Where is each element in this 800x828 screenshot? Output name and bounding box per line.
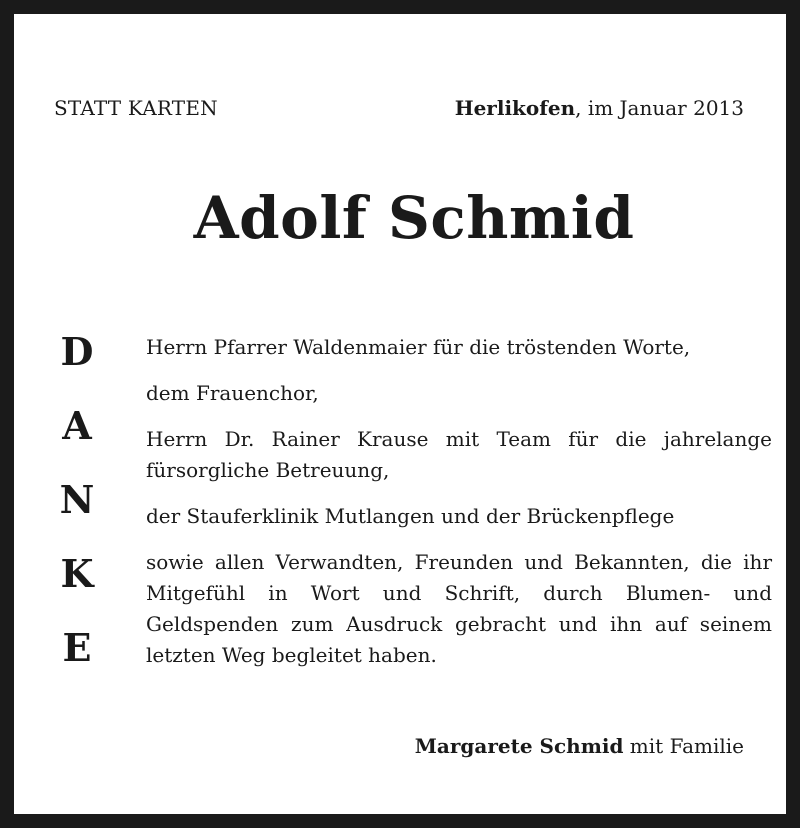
thanks-klinik: der Stauferklinik Mutlangen und der Brückenpflege xyxy=(146,504,675,528)
date-text: , im Januar 2013 xyxy=(575,96,744,120)
danke-letter-d: D xyxy=(60,329,94,374)
deceased-name: Adolf Schmid xyxy=(193,184,635,252)
statt-karten-label: STATT KARTEN xyxy=(54,96,218,120)
signature-suffix: mit Familie xyxy=(623,734,744,758)
danke-letter-n: N xyxy=(59,477,95,522)
signature xyxy=(415,734,744,758)
thanks-text xyxy=(146,332,772,686)
thanks-relatives: sowie allen Verwandten, Freunden und Bekannten, die ihr Mitgefühl in Wort und Schrift, durch Blumen- und Geldspenden zum Ausdruck gebracht und ihn auf seinem letzten Weg begleitet haben. xyxy=(146,550,772,667)
thanks-doctor: Herrn Dr. Rainer Krause mit Team für die jahrelange fürsorgliche Betreuung, xyxy=(146,427,772,482)
thanks-frauenchor: dem Frauenchor, xyxy=(146,381,319,405)
place-date xyxy=(455,96,744,120)
place-name: Herlikofen xyxy=(454,96,576,120)
danke-letter-a: A xyxy=(62,403,92,448)
signature-name: Margarete Schmid xyxy=(414,734,624,758)
danke-column xyxy=(54,330,100,700)
danke-letter-k: K xyxy=(60,551,94,596)
thanks-pfarrer: Herrn Pfarrer Waldenmaier für die tröstenden Worte, xyxy=(146,335,691,359)
danke-letter-e: E xyxy=(62,625,92,670)
